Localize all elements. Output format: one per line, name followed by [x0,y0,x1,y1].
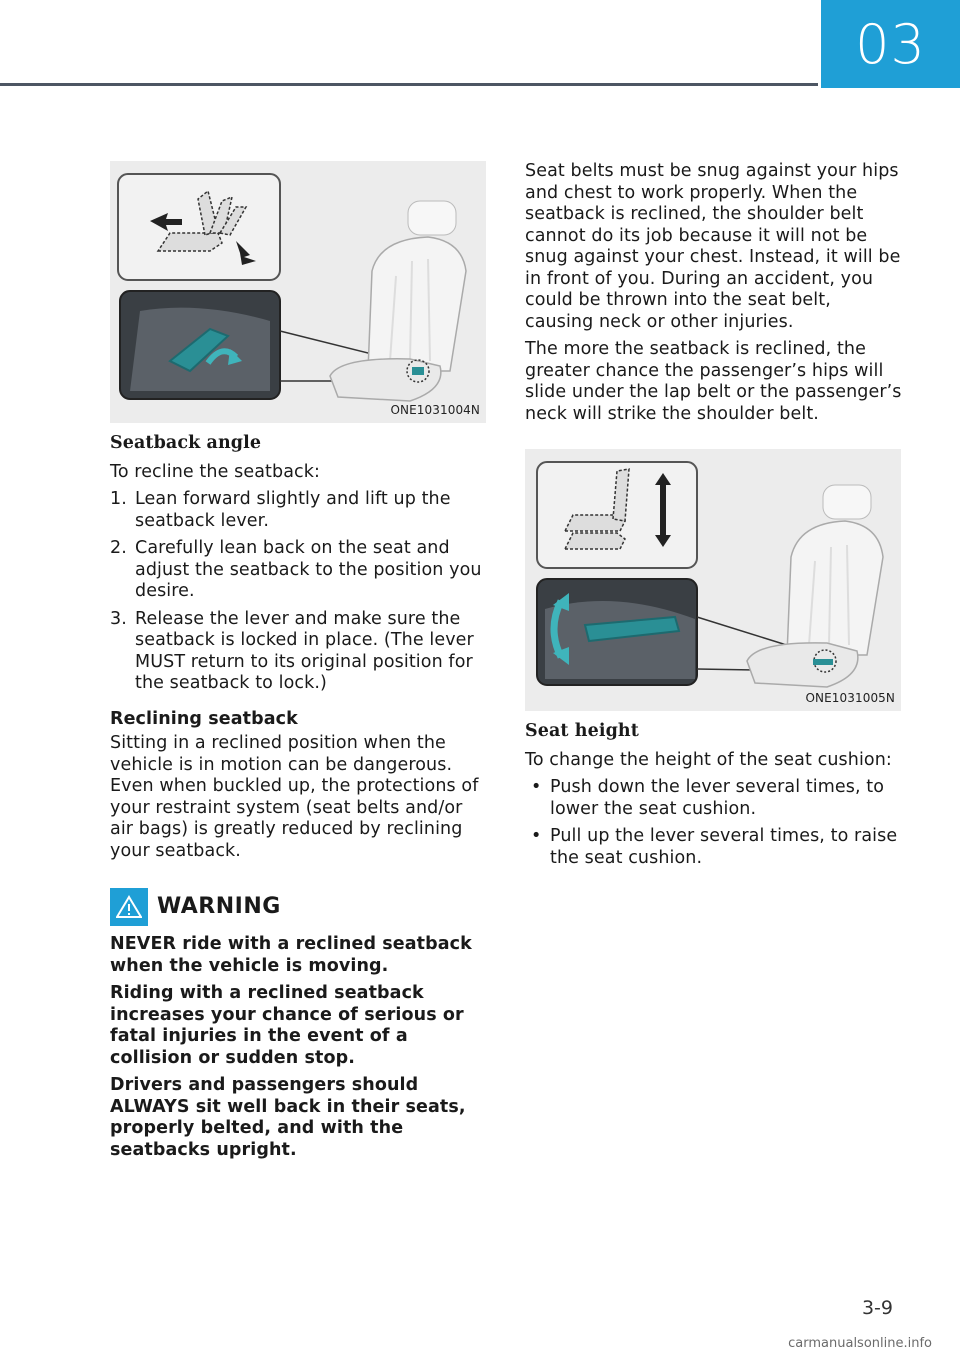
section-heading-seat-height: Seat height [525,721,639,741]
section-heading-seatback-angle: Seatback angle [110,433,262,453]
intro-text: To recline the seatback: [110,461,320,482]
figure-seatback-angle [110,161,486,423]
warning-text: Riding with a reclined seatback increases your chance of serious or fatal injuries in the event of a collision or sudden stop. [110,983,464,1068]
figure-caption: ONE1031004N [390,402,480,417]
watermark-link[interactable]: carmanualsonline.info [788,1336,932,1351]
warning-box [110,888,488,1161]
left-column [110,161,488,1167]
header-rule [0,83,818,86]
list-item: 3. Release the lever and make sure the seatback is locked in place. (The lever MUST return to its original position for the seatback to lock.) [110,608,474,693]
warning-icon [110,888,148,926]
figure-seat-height [525,449,901,711]
intro-text: To change the height of the seat cushion: [525,749,892,770]
list-item: • Push down the lever several times, to lower the seat cushion. [531,777,885,819]
bullet-list [525,777,903,869]
right-column [525,161,903,875]
seatback-angle-illustration [110,161,486,423]
section-heading-reclining: Reclining seatback [110,708,298,729]
warning-text: NEVER ride with a reclined seatback when the vehicle is moving. [110,934,472,976]
seat-height-illustration [525,449,901,711]
list-item: 2. Carefully lean back on the seat and adjust the seatback to the position you desire. [110,538,482,601]
warning-title: WARNING [157,894,281,920]
steps-list [110,489,488,695]
chapter-tab: 03 [821,0,960,88]
page-number: 3-9 [861,1297,893,1319]
list-item: 1. Lean forward slightly and lift up the seatback lever. [110,489,451,531]
figure-caption: ONE1031005N [805,690,895,705]
list-item: • Pull up the lever several times, to raise the seat cushion. [531,826,898,868]
recline-risk-paragraph: The more the seatback is reclined, the greater chance the passenger’s hips will slide under the lap belt or the passenger’s neck will strike the shoulder belt. [525,339,902,424]
warning-text: Drivers and passengers should ALWAYS sit well back in their seats, properly belted, and with the seatbacks upright. [110,1075,466,1160]
reclining-paragraph: Sitting in a reclined position when the vehicle is in motion can be dangerous. Even when buckled up, the protections of your restraint system (seat belts and/or air bags) is greatly reduced by reclining your seatback. [110,733,479,861]
seatbelt-paragraph: Seat belts must be snug against your hips and chest to work properly. When the seatback is reclined, the shoulder belt cannot do its job because it will not be snug against your chest. Instead, it will be in front of you. During an accident, you could be thrown into the seat belt, causing neck or other injuries. [525,161,901,332]
